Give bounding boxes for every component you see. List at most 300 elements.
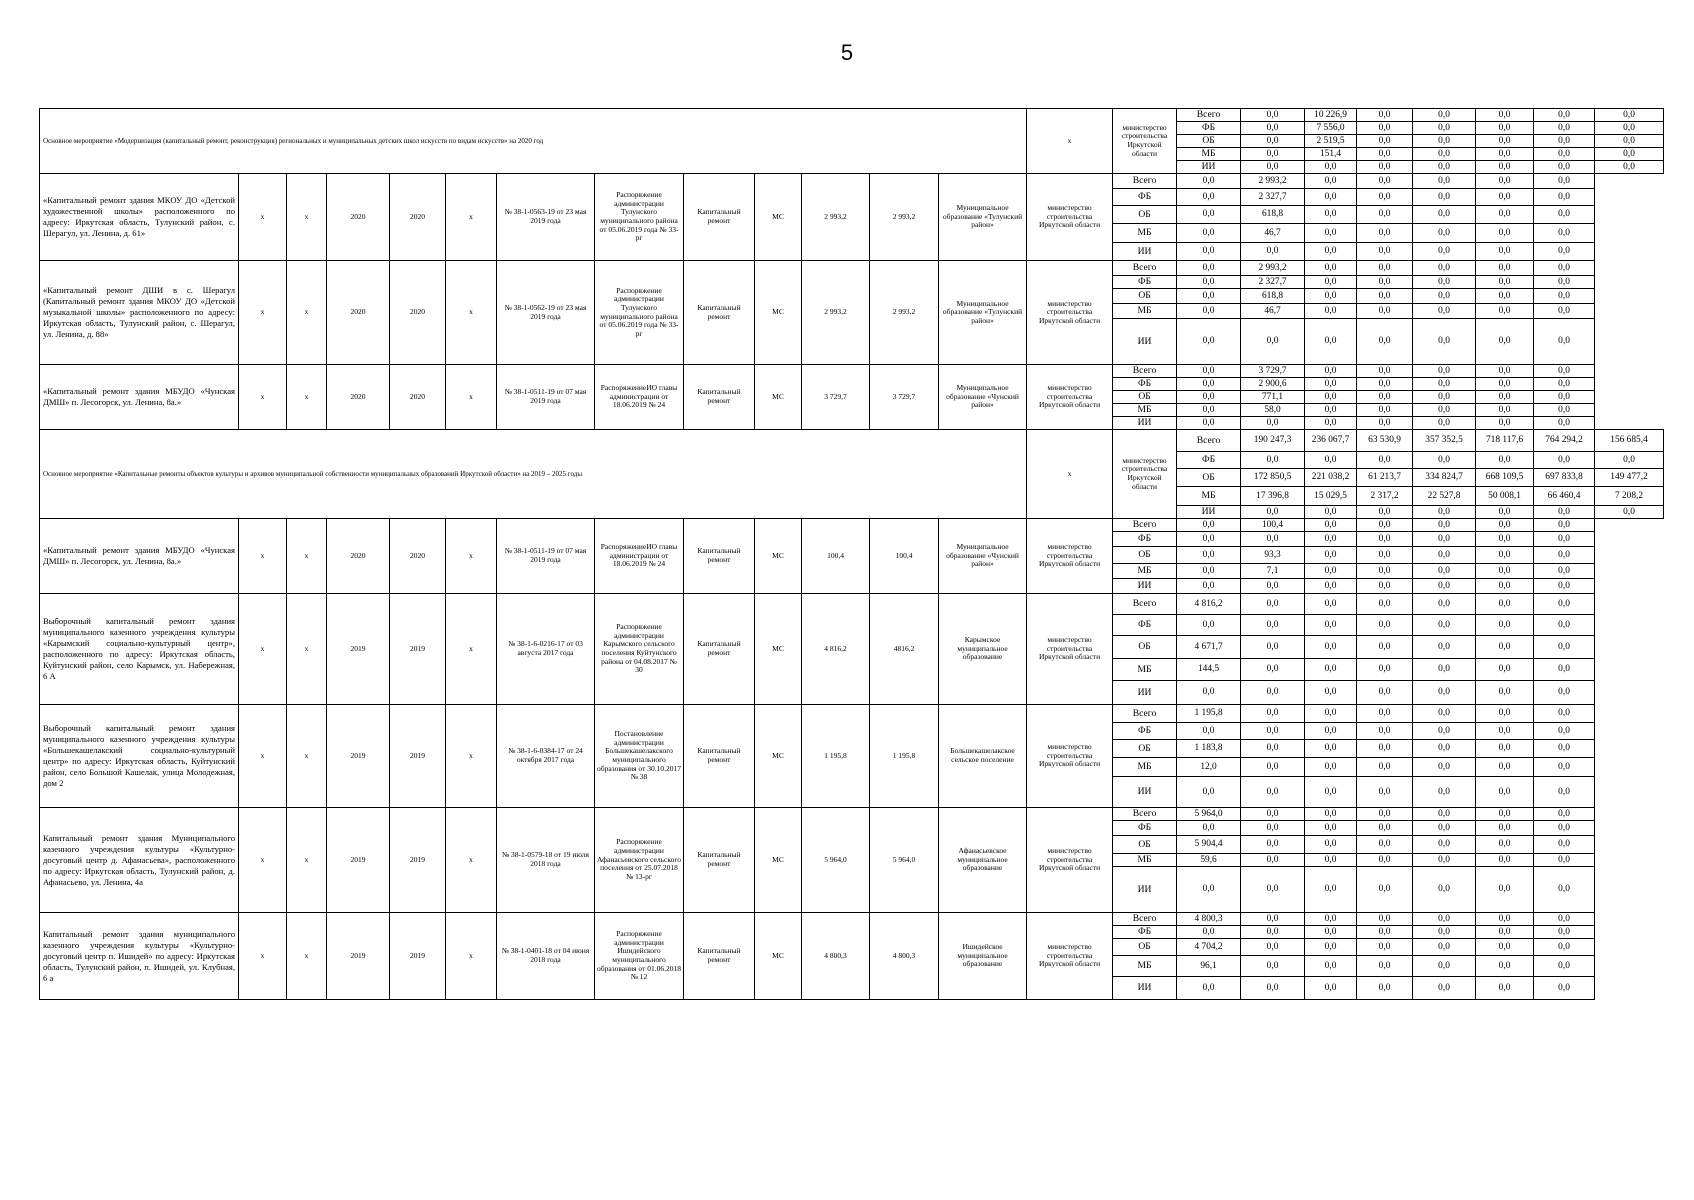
approval-document: РаспоряжениеИО главы администрации от 18.06.2019 № 24 [595, 365, 684, 430]
funding-value: 0,0 [1413, 174, 1476, 189]
funding-value: 0,0 [1241, 956, 1305, 977]
funding-value: 0,0 [1305, 579, 1357, 594]
funding-value: 0,0 [1476, 564, 1534, 579]
funding-value: 0,0 [1413, 122, 1476, 135]
responsible-org: министерство строительства Иркутской области [1027, 808, 1113, 913]
funding-value: 0,0 [1413, 681, 1476, 705]
municipality: Большекашелакское сельское поселение [939, 705, 1027, 808]
funding-value: 63 530,9 [1357, 430, 1413, 452]
funding-value: 151,4 [1305, 148, 1357, 161]
funding-value: 0,0 [1241, 161, 1305, 174]
funding-value: 0,0 [1534, 777, 1595, 808]
funding-source: МБ [1113, 956, 1177, 977]
remaining-cost: 4816,2 [870, 594, 939, 705]
funding-value: 0,0 [1476, 276, 1534, 289]
funding-value: 0,0 [1305, 519, 1357, 532]
ownership: МС [755, 808, 802, 913]
funding-value: 0,0 [1476, 391, 1534, 404]
funding-value: 668 109,5 [1476, 469, 1534, 487]
object-col-2: x [287, 174, 327, 261]
funding-value: 0,0 [1177, 821, 1241, 836]
funding-value: 0,0 [1534, 636, 1595, 659]
funding-value: 0,0 [1476, 519, 1534, 532]
funding-value: 0,0 [1305, 939, 1357, 956]
funding-value: 0,0 [1413, 636, 1476, 659]
estimated-cost: 1 195,8 [802, 705, 870, 808]
funding-value: 0,0 [1476, 506, 1534, 519]
funding-value: 0,0 [1413, 404, 1476, 417]
funding-value: 0,0 [1241, 681, 1305, 705]
funding-value: 5 964,0 [1177, 808, 1241, 821]
funding-value: 0,0 [1534, 532, 1595, 547]
funding-value: 0,0 [1305, 777, 1357, 808]
funding-value: 0,0 [1476, 319, 1534, 365]
table-row [40, 430, 1664, 452]
remaining-cost: 4 800,3 [870, 913, 939, 1000]
funding-value: 2 519,5 [1305, 135, 1357, 148]
funding-value: 0,0 [1305, 836, 1357, 854]
funding-value: 0,0 [1357, 913, 1413, 926]
funding-value: 0,0 [1305, 174, 1357, 189]
table-row [40, 365, 1664, 378]
funding-value: 0,0 [1357, 261, 1413, 276]
funding-value: 0,0 [1476, 261, 1534, 276]
funding-value: 0,0 [1534, 740, 1595, 758]
table-row [40, 261, 1664, 276]
object-description: Капитальный ремонт здания муниципального казенного учреждения культуры «Культурно-досуговый центр п. Ишидей» по адресу: Иркутская область, Тулунский район, п. Ишидей, ул. Клубная, 6 а [40, 913, 239, 1000]
funding-value: 0,0 [1357, 135, 1413, 148]
funding-value: 0,0 [1357, 109, 1413, 122]
funding-value: 0,0 [1177, 289, 1241, 304]
main-activity-marker: x [1027, 109, 1113, 174]
funding-value: 0,0 [1595, 122, 1664, 135]
ownership: МС [755, 519, 802, 594]
funding-value: 0,0 [1595, 135, 1664, 148]
funding-value: 0,0 [1534, 579, 1595, 594]
year-start: 2020 [327, 519, 390, 594]
funding-value: 0,0 [1476, 224, 1534, 243]
funding-value: 0,0 [1595, 148, 1664, 161]
main-activity-title: Основное мероприятие «Капитальные ремонты объектов культуры и архивов муниципальной собственности муниципальных образований Иркутской области» на 2019 – 2025 годы [40, 430, 1027, 519]
funding-value: 0,0 [1357, 365, 1413, 378]
work-type: Капитальный ремонт [684, 705, 755, 808]
funding-source: ОБ [1113, 939, 1177, 956]
funding-value: 0,0 [1357, 836, 1413, 854]
funding-value: 0,0 [1305, 854, 1357, 867]
funding-value: 0,0 [1476, 378, 1534, 391]
funding-value: 0,0 [1241, 579, 1305, 594]
funding-value: 0,0 [1534, 319, 1595, 365]
object-col-2: x [287, 808, 327, 913]
funding-value: 771,1 [1241, 391, 1305, 404]
funding-value: 0,0 [1241, 926, 1305, 939]
funding-value: 0,0 [1476, 956, 1534, 977]
year-start: 2019 [327, 705, 390, 808]
object-col-1: x [239, 808, 287, 913]
funding-source: ФБ [1113, 926, 1177, 939]
funding-value: 0,0 [1413, 109, 1476, 122]
funding-value: 4 816,2 [1177, 594, 1241, 615]
funding-value: 0,0 [1476, 821, 1534, 836]
approval-document: Распоряжение администрации Тулунского муниципального района от 05.06.2019 года № 33-рг [595, 174, 684, 261]
object-col-1: x [239, 594, 287, 705]
funding-source: ОБ [1177, 135, 1241, 148]
funding-value: 0,0 [1476, 867, 1534, 913]
funding-source: ОБ [1113, 636, 1177, 659]
funding-value: 0,0 [1534, 594, 1595, 615]
funding-value: 0,0 [1476, 289, 1534, 304]
funding-value: 0,0 [1413, 777, 1476, 808]
funding-value: 0,0 [1241, 913, 1305, 926]
funding-value: 96,1 [1177, 956, 1241, 977]
funding-value: 0,0 [1357, 289, 1413, 304]
funding-value: 0,0 [1413, 740, 1476, 758]
funding-value: 0,0 [1413, 594, 1476, 615]
funding-value: 0,0 [1305, 224, 1357, 243]
funding-value: 0,0 [1305, 161, 1357, 174]
funding-value: 0,0 [1305, 391, 1357, 404]
funding-value: 0,0 [1534, 304, 1595, 319]
funding-source: МБ [1177, 148, 1241, 161]
funding-value: 0,0 [1305, 547, 1357, 564]
funding-value: 0,0 [1357, 148, 1413, 161]
funding-value: 4 671,7 [1177, 636, 1241, 659]
funding-source: ФБ [1113, 532, 1177, 547]
funding-value: 0,0 [1413, 289, 1476, 304]
funding-value: 0,0 [1177, 243, 1241, 261]
funding-value: 0,0 [1305, 758, 1357, 777]
funding-value: 0,0 [1241, 705, 1305, 723]
funding-value: 0,0 [1595, 452, 1664, 469]
funding-value: 0,0 [1241, 594, 1305, 615]
funding-value: 50 008,1 [1476, 487, 1534, 506]
funding-value: 0,0 [1177, 417, 1241, 430]
work-type: Капитальный ремонт [684, 808, 755, 913]
funding-source: ФБ [1113, 189, 1177, 206]
funding-value: 0,0 [1357, 821, 1413, 836]
funding-value: 0,0 [1534, 615, 1595, 636]
funding-value: 0,0 [1534, 681, 1595, 705]
object-description: «Капитальный ремонт здания МБУДО «Чунская ДМШ» п. Лесогорск, ул. Ленина, 8а.» [40, 365, 239, 430]
funding-source: ОБ [1113, 740, 1177, 758]
funding-value: 0,0 [1534, 261, 1595, 276]
funding-value: 0,0 [1413, 705, 1476, 723]
funding-value: 4 704,2 [1177, 939, 1241, 956]
funding-value: 0,0 [1177, 206, 1241, 224]
funding-value: 0,0 [1357, 452, 1413, 469]
funding-source: Всего [1113, 261, 1177, 276]
funding-value: 0,0 [1476, 304, 1534, 319]
funding-value: 0,0 [1413, 532, 1476, 547]
funding-value: 0,0 [1413, 808, 1476, 821]
funding-value: 0,0 [1357, 594, 1413, 615]
work-type: Капитальный ремонт [684, 365, 755, 430]
funding-value: 0,0 [1241, 740, 1305, 758]
funding-value: 0,0 [1476, 777, 1534, 808]
funding-value: 0,0 [1476, 836, 1534, 854]
funding-value: 0,0 [1534, 723, 1595, 740]
funding-value: 0,0 [1595, 506, 1664, 519]
expertise-conclusion: № 38-1-6-0384-17 от 24 октября 2017 года [497, 705, 595, 808]
funding-value: 0,0 [1413, 304, 1476, 319]
funding-value: 1 183,8 [1177, 740, 1241, 758]
responsible-org: министерство строительства Иркутской области [1027, 594, 1113, 705]
funding-value: 0,0 [1305, 243, 1357, 261]
funding-source: ФБ [1113, 723, 1177, 740]
funding-value: 0,0 [1357, 939, 1413, 956]
funding-value: 0,0 [1357, 276, 1413, 289]
funding-value: 7 556,0 [1305, 122, 1357, 135]
funding-source: Всего [1177, 109, 1241, 122]
year-start: 2019 [327, 594, 390, 705]
year-end: 2019 [390, 913, 446, 1000]
funding-value: 0,0 [1357, 391, 1413, 404]
funding-value: 0,0 [1305, 506, 1357, 519]
funding-value: 0,0 [1357, 777, 1413, 808]
funding-value: 0,0 [1534, 821, 1595, 836]
funding-value: 0,0 [1177, 365, 1241, 378]
funding-value: 0,0 [1357, 977, 1413, 1000]
funding-value: 7 208,2 [1595, 487, 1664, 506]
municipality: Муниципальное образование «Тулунский район» [939, 174, 1027, 261]
funding-source: ФБ [1113, 276, 1177, 289]
funding-value: 0,0 [1413, 758, 1476, 777]
funding-value: 3 729,7 [1241, 365, 1305, 378]
object-col-2: x [287, 261, 327, 365]
funding-value: 0,0 [1241, 506, 1305, 519]
funding-value: 0,0 [1177, 404, 1241, 417]
funding-value: 0,0 [1241, 148, 1305, 161]
funding-value: 0,0 [1476, 659, 1534, 681]
funding-value: 0,0 [1357, 956, 1413, 977]
funding-value: 0,0 [1305, 276, 1357, 289]
funding-value: 0,0 [1177, 378, 1241, 391]
funding-value: 0,0 [1476, 189, 1534, 206]
object-col-2: x [287, 594, 327, 705]
funding-value: 0,0 [1241, 417, 1305, 430]
funding-value: 0,0 [1476, 579, 1534, 594]
funding-value: 0,0 [1357, 681, 1413, 705]
object-description: «Капитальный ремонт здания МБУДО «Чунская ДМШ» п. Лесогорск, ул. Ленина, 8а.» [40, 519, 239, 594]
funding-value: 0,0 [1413, 224, 1476, 243]
year-end: 2019 [390, 594, 446, 705]
funding-value: 10 226,9 [1305, 109, 1357, 122]
object-col-1: x [239, 365, 287, 430]
municipality: Муниципальное образование «Чунский район» [939, 519, 1027, 594]
funding-value: 0,0 [1305, 926, 1357, 939]
year-end: 2019 [390, 808, 446, 913]
funding-source: ОБ [1177, 469, 1241, 487]
ownership: МС [755, 705, 802, 808]
funding-value: 0,0 [1534, 939, 1595, 956]
funding-value: 0,0 [1534, 854, 1595, 867]
funding-value: 0,0 [1534, 135, 1595, 148]
year-end: 2019 [390, 705, 446, 808]
estimated-cost: 4 800,3 [802, 913, 870, 1000]
responsible-org: министерство строительства Иркутской области [1027, 913, 1113, 1000]
funding-source: ОБ [1113, 836, 1177, 854]
remaining-cost: 2 993,2 [870, 261, 939, 365]
funding-value: 697 833,8 [1534, 469, 1595, 487]
funding-value: 0,0 [1241, 135, 1305, 148]
funding-value: 61 213,7 [1357, 469, 1413, 487]
object-col-2: x [287, 705, 327, 808]
funding-value: 0,0 [1476, 854, 1534, 867]
funding-value: 0,0 [1305, 261, 1357, 276]
funding-value: 0,0 [1357, 319, 1413, 365]
funding-value: 190 247,3 [1241, 430, 1305, 452]
object-col-5: x [446, 913, 497, 1000]
funding-value: 0,0 [1413, 939, 1476, 956]
funding-value: 0,0 [1534, 365, 1595, 378]
funding-value: 0,0 [1534, 148, 1595, 161]
funding-source: МБ [1113, 224, 1177, 243]
funding-value: 2 317,2 [1357, 487, 1413, 506]
funding-value: 0,0 [1177, 547, 1241, 564]
funding-source: ИИ [1113, 579, 1177, 594]
funding-source: МБ [1113, 659, 1177, 681]
funding-value: 0,0 [1305, 740, 1357, 758]
funding-value: 15 029,5 [1305, 487, 1357, 506]
funding-value: 5 904,4 [1177, 836, 1241, 854]
funding-value: 0,0 [1177, 977, 1241, 1000]
funding-value: 0,0 [1177, 224, 1241, 243]
object-description: «Капитальный ремонт ДШИ в с. Шерагул (Капитальный ремонт здания МКОУ ДО «Детской музыкальной школы» расположенного по адресу: Иркутская область, Тулунский район, с. Шерагул, ул. Ленина, д. 88» [40, 261, 239, 365]
funding-value: 0,0 [1476, 758, 1534, 777]
estimated-cost: 4 816,2 [802, 594, 870, 705]
expertise-conclusion: № 38-1-0511-19 от 07 мая 2019 года [497, 365, 595, 430]
responsible-org: министерство строительства Иркутской области [1113, 430, 1177, 519]
work-type: Капитальный ремонт [684, 261, 755, 365]
expertise-conclusion: № 38-1-0401-18 от 04 июня 2018 года [497, 913, 595, 1000]
funding-value: 0,0 [1305, 206, 1357, 224]
funding-value: 0,0 [1177, 579, 1241, 594]
ownership: МС [755, 594, 802, 705]
funding-value: 149 477,2 [1595, 469, 1664, 487]
funding-value: 0,0 [1534, 519, 1595, 532]
funding-value: 0,0 [1534, 243, 1595, 261]
funding-value: 0,0 [1305, 289, 1357, 304]
remaining-cost: 5 964,0 [870, 808, 939, 913]
funding-value: 0,0 [1177, 319, 1241, 365]
funding-value: 22 527,8 [1413, 487, 1476, 506]
funding-value: 0,0 [1534, 161, 1595, 174]
funding-value: 0,0 [1476, 705, 1534, 723]
approval-document: Распоряжение администрации Карымского сельского поселения Куйтунского района от 04.08.2017 № 30 [595, 594, 684, 705]
funding-value: 0,0 [1413, 821, 1476, 836]
funding-value: 0,0 [1476, 135, 1534, 148]
funding-value: 0,0 [1177, 867, 1241, 913]
funding-value: 0,0 [1305, 404, 1357, 417]
funding-value: 0,0 [1413, 836, 1476, 854]
responsible-org: министерство строительства Иркутской области [1027, 365, 1113, 430]
funding-value: 618,8 [1241, 206, 1305, 224]
funding-value: 0,0 [1305, 594, 1357, 615]
ownership: МС [755, 913, 802, 1000]
funding-value: 0,0 [1357, 189, 1413, 206]
funding-value: 0,0 [1476, 417, 1534, 430]
funding-value: 0,0 [1305, 417, 1357, 430]
funding-value: 0,0 [1534, 836, 1595, 854]
funding-value: 17 396,8 [1241, 487, 1305, 506]
object-col-2: x [287, 519, 327, 594]
funding-value: 0,0 [1177, 189, 1241, 206]
funding-value: 0,0 [1357, 723, 1413, 740]
expertise-conclusion: № 38-1-6-0216-17 от 03 августа 2017 года [497, 594, 595, 705]
funding-value: 0,0 [1241, 854, 1305, 867]
funding-value: 0,0 [1534, 122, 1595, 135]
funding-value: 0,0 [1413, 659, 1476, 681]
funding-value: 0,0 [1534, 224, 1595, 243]
funding-source: МБ [1113, 404, 1177, 417]
funding-value: 59,6 [1177, 854, 1241, 867]
funding-source: Всего [1113, 913, 1177, 926]
funding-value: 0,0 [1305, 681, 1357, 705]
ownership: МС [755, 261, 802, 365]
funding-source: ФБ [1113, 821, 1177, 836]
funding-value: 0,0 [1413, 206, 1476, 224]
funding-value: 0,0 [1534, 926, 1595, 939]
funding-value: 0,0 [1305, 636, 1357, 659]
funding-value: 0,0 [1534, 758, 1595, 777]
funding-value: 0,0 [1241, 939, 1305, 956]
object-col-2: x [287, 913, 327, 1000]
object-col-2: x [287, 365, 327, 430]
object-col-5: x [446, 705, 497, 808]
approval-document: РаспоряжениеИО главы администрации от 18.06.2019 № 24 [595, 519, 684, 594]
funding-source: МБ [1113, 304, 1177, 319]
funding-value: 0,0 [1357, 532, 1413, 547]
funding-value: 0,0 [1305, 977, 1357, 1000]
funding-value: 0,0 [1241, 977, 1305, 1000]
funding-value: 0,0 [1413, 519, 1476, 532]
funding-value: 0,0 [1357, 926, 1413, 939]
expertise-conclusion: № 38-1-0511-19 от 07 мая 2019 года [497, 519, 595, 594]
funding-source: Всего [1177, 430, 1241, 452]
main-activity-marker: x [1027, 430, 1113, 519]
funding-value: 0,0 [1476, 206, 1534, 224]
funding-value: 0,0 [1241, 532, 1305, 547]
object-col-1: x [239, 261, 287, 365]
remaining-cost: 1 195,8 [870, 705, 939, 808]
funding-value: 0,0 [1357, 519, 1413, 532]
funding-value: 0,0 [1413, 189, 1476, 206]
funding-value: 0,0 [1413, 956, 1476, 977]
funding-value: 236 067,7 [1305, 430, 1357, 452]
funding-value: 0,0 [1357, 740, 1413, 758]
funding-value: 0,0 [1476, 452, 1534, 469]
funding-source: МБ [1113, 758, 1177, 777]
funding-value: 0,0 [1534, 564, 1595, 579]
funding-value: 0,0 [1413, 615, 1476, 636]
funding-source: Всего [1113, 174, 1177, 189]
funding-value: 0,0 [1534, 808, 1595, 821]
funding-value: 93,3 [1241, 547, 1305, 564]
funding-source: ИИ [1113, 867, 1177, 913]
funding-value: 0,0 [1534, 206, 1595, 224]
responsible-org: министерство строительства Иркутской области [1027, 174, 1113, 261]
funding-value: 0,0 [1476, 594, 1534, 615]
funding-value: 0,0 [1357, 506, 1413, 519]
funding-value: 100,4 [1241, 519, 1305, 532]
work-type: Капитальный ремонт [684, 519, 755, 594]
funding-value: 172 850,5 [1241, 469, 1305, 487]
funding-value: 0,0 [1241, 836, 1305, 854]
funding-value: 221 038,2 [1305, 469, 1357, 487]
funding-value: 0,0 [1413, 854, 1476, 867]
estimated-cost: 2 993,2 [802, 174, 870, 261]
funding-source: ИИ [1113, 319, 1177, 365]
